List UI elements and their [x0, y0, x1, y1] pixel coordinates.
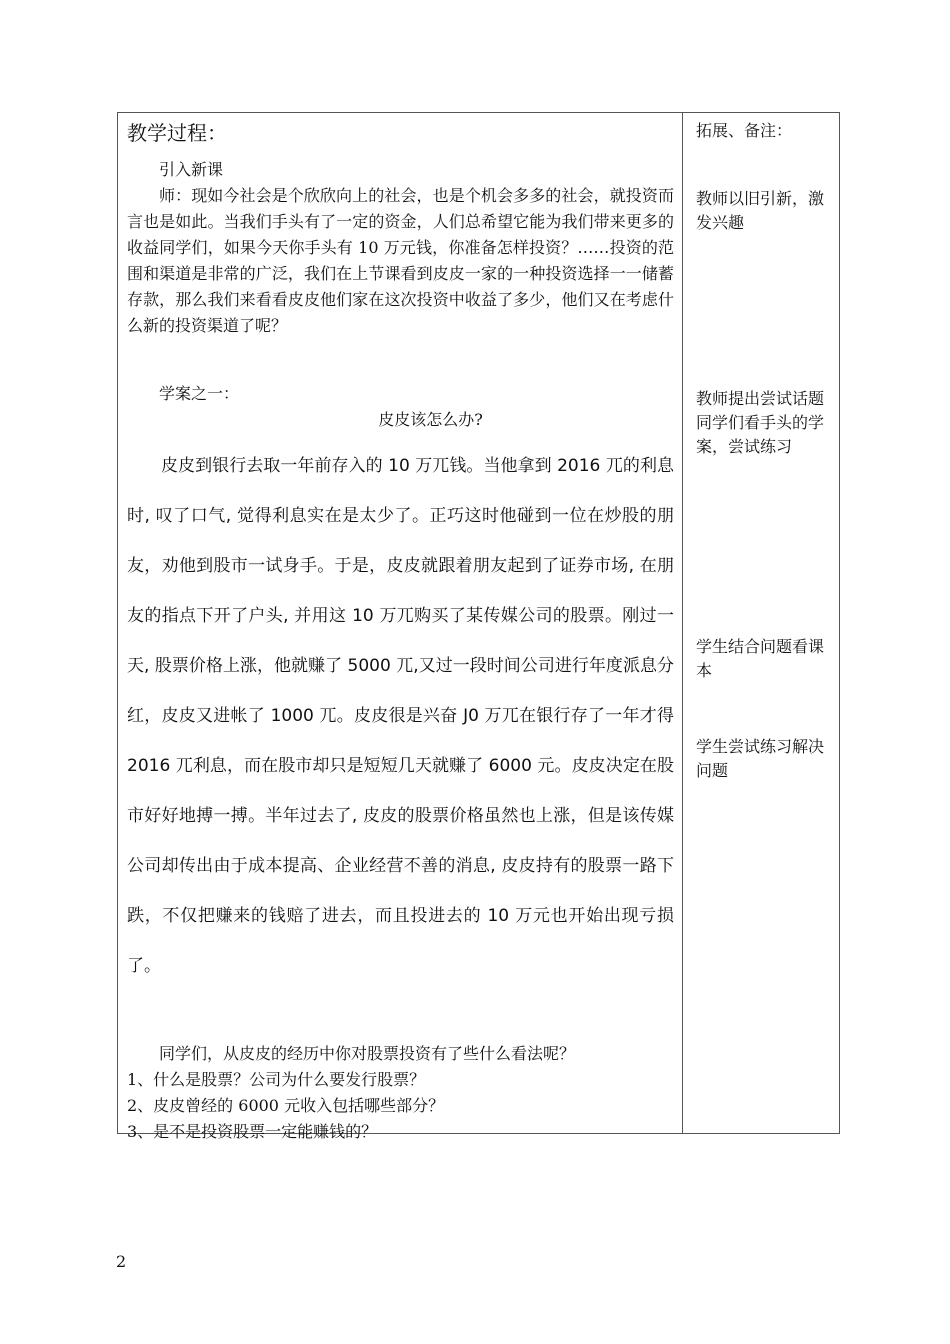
case-story: 皮皮到银行去取一年前存入的 10 万兀钱。当他拿到 2016 兀的利息时, 叹了口气, 觉得利息实在是太少了。正巧这时他碰到一位在炒股的朋友，劝他到股市一试身手。于是，皮皮就跟着朋友起到了证券市场, 在朋友的指点下开了户头, 并用这 10 万兀购买了某传媒公司的股票。刚过一天, 股票价格上涨，他就赚了 5000 兀,又过一段时间公司进行年度派息分红，皮皮又进帐了 1000 兀。皮皮很是兴奋 J0 万兀在银行存了一年才得 2016 兀利息，而在股市却只是短短几天就赚了 6000 元。皮皮决定在股市好好地搏一搏。半年过去了, 皮皮的股票价格虽然也上涨，但是该传媒公司却传出由于成本提高、企业经营不善的消息, 皮皮持有的股票一路下跌，不仅把赚来的钱赔了进去，而且投进去的 10 万元也开始出现亏损了。: [127, 456, 674, 976]
notes-column: [683, 113, 840, 1133]
intro-section: [127, 157, 674, 339]
note-student-practice: 学生尝试练习解决问题: [696, 737, 825, 780]
page-number: 2: [116, 1252, 127, 1271]
question-item: 2、皮皮曾经的 6000 元收入包括哪些部分？: [127, 1096, 445, 1115]
note-teacher-intro: 教师以旧引新，激发兴趣: [696, 189, 825, 232]
note-student-read: 学生结合问题看课本: [696, 637, 825, 680]
teaching-process-column: [118, 113, 682, 1141]
notes-header: 拓展、备注：: [696, 121, 793, 140]
intro-heading: 引入新课: [159, 160, 224, 179]
questions-section: [127, 1041, 674, 1145]
case-section: [127, 381, 674, 433]
case-label: 学案之一：: [159, 384, 240, 403]
question-item: 1、什么是股票？公司为什么要发行股票？: [127, 1070, 426, 1089]
questions-lead: 同学们，从皮皮的经历中你对股票投资有了些什么看法呢？: [159, 1044, 576, 1063]
question-item: 3、是不是投资股票一定能赚钱的？: [127, 1122, 378, 1141]
lesson-plan-table: [117, 112, 840, 1141]
note-teacher-topic: 教师提出尝试话题 同学们看手头的学案，尝试练习: [696, 389, 825, 456]
intro-paragraph: 师：现如今社会是个欣欣向上的社会，也是个机会多多的社会，就投资而言也是如此。当我们手头有了一定的资金，人们总希望它能为我们带来更多的收益同学们，如果今天你手头有 10 万元钱，你准备怎样投资？……投资的范围和渠道是非常的广泛，我们在上节课看到皮皮一家的一种投资选择一一储蓄存款，那么我们来看看皮皮他们家在这次投资中收益了多少，他们又在考虑什么新的投资渠道了呢？: [127, 186, 674, 335]
teaching-process-header: 教学过程：: [127, 121, 227, 145]
case-title: 皮皮该怎么办?: [378, 410, 483, 429]
